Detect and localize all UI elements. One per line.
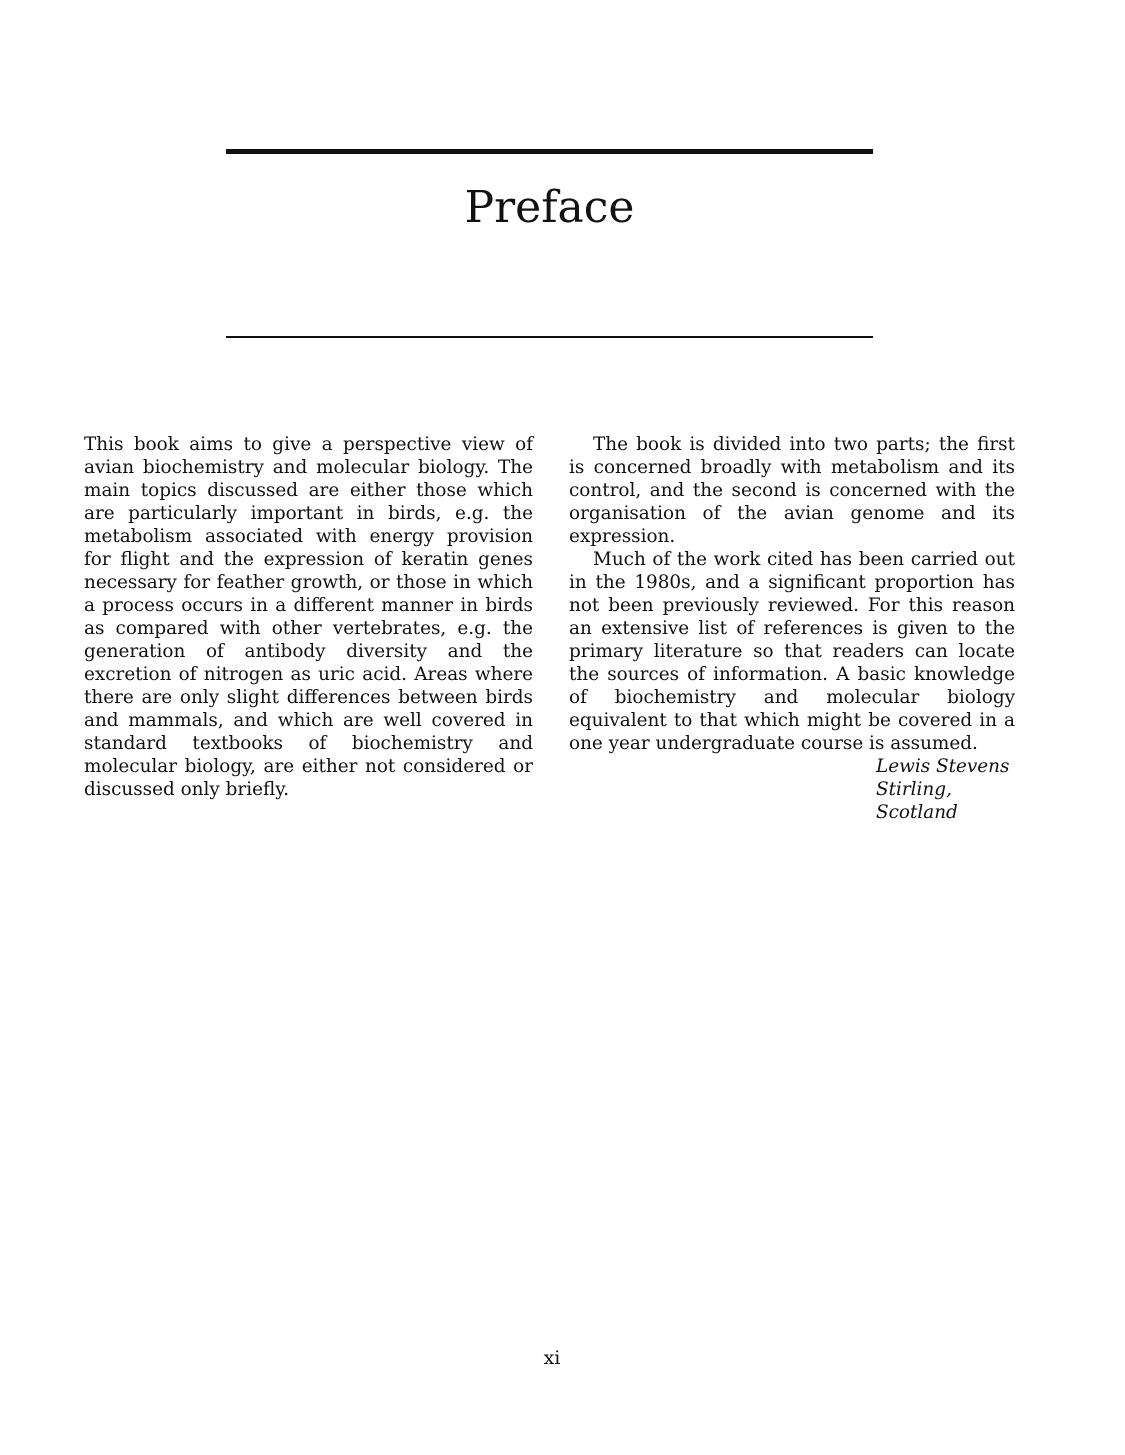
title-rule-bottom: [226, 336, 873, 338]
right-column: [569, 433, 1015, 824]
page-number: xi: [543, 1347, 561, 1369]
preface-paragraph-1: This book aims to give a perspective view of avian biochemistry and molecular biology. The main topics discussed are either those which are particularly important in birds, e.g. the metabolism associated with energy provision for flight and the expression of keratin genes necessary for feather growth, or those in which a process occurs in a different manner in birds as compared with other vertebrates, e.g. the generation of antibody diversity and the excretion of nitrogen as uric acid. Areas where there are only slight differences between birds and mammals, and which are well covered in standard textbooks of biochemistry and molecular biology, are either not considered or discussed only briefly.: [84, 434, 533, 800]
author-signature: Lewis Stevens: [876, 756, 1010, 777]
left-column: [84, 433, 533, 801]
title-rule-top: [226, 149, 873, 154]
preface-paragraph-2: The book is divided into two parts; the first is concerned broadly with metabolism and its control, and the second is concerned with the organisation of the avian genome and its expression.: [569, 434, 1015, 547]
preface-paragraph-3: Much of the work cited has been carried out in the 1980s, and a significant proportion has not been previously reviewed. For this reason an extensive list of references is given to the primary literature so that readers can locate the sources of information. A basic knowledge of biochemistry and molecular biology equivalent to that which might be covered in a one year undergraduate course is assumed.: [569, 549, 1015, 754]
author-location: Stirling, Scotland: [876, 779, 958, 823]
page-title: Preface: [464, 182, 635, 233]
